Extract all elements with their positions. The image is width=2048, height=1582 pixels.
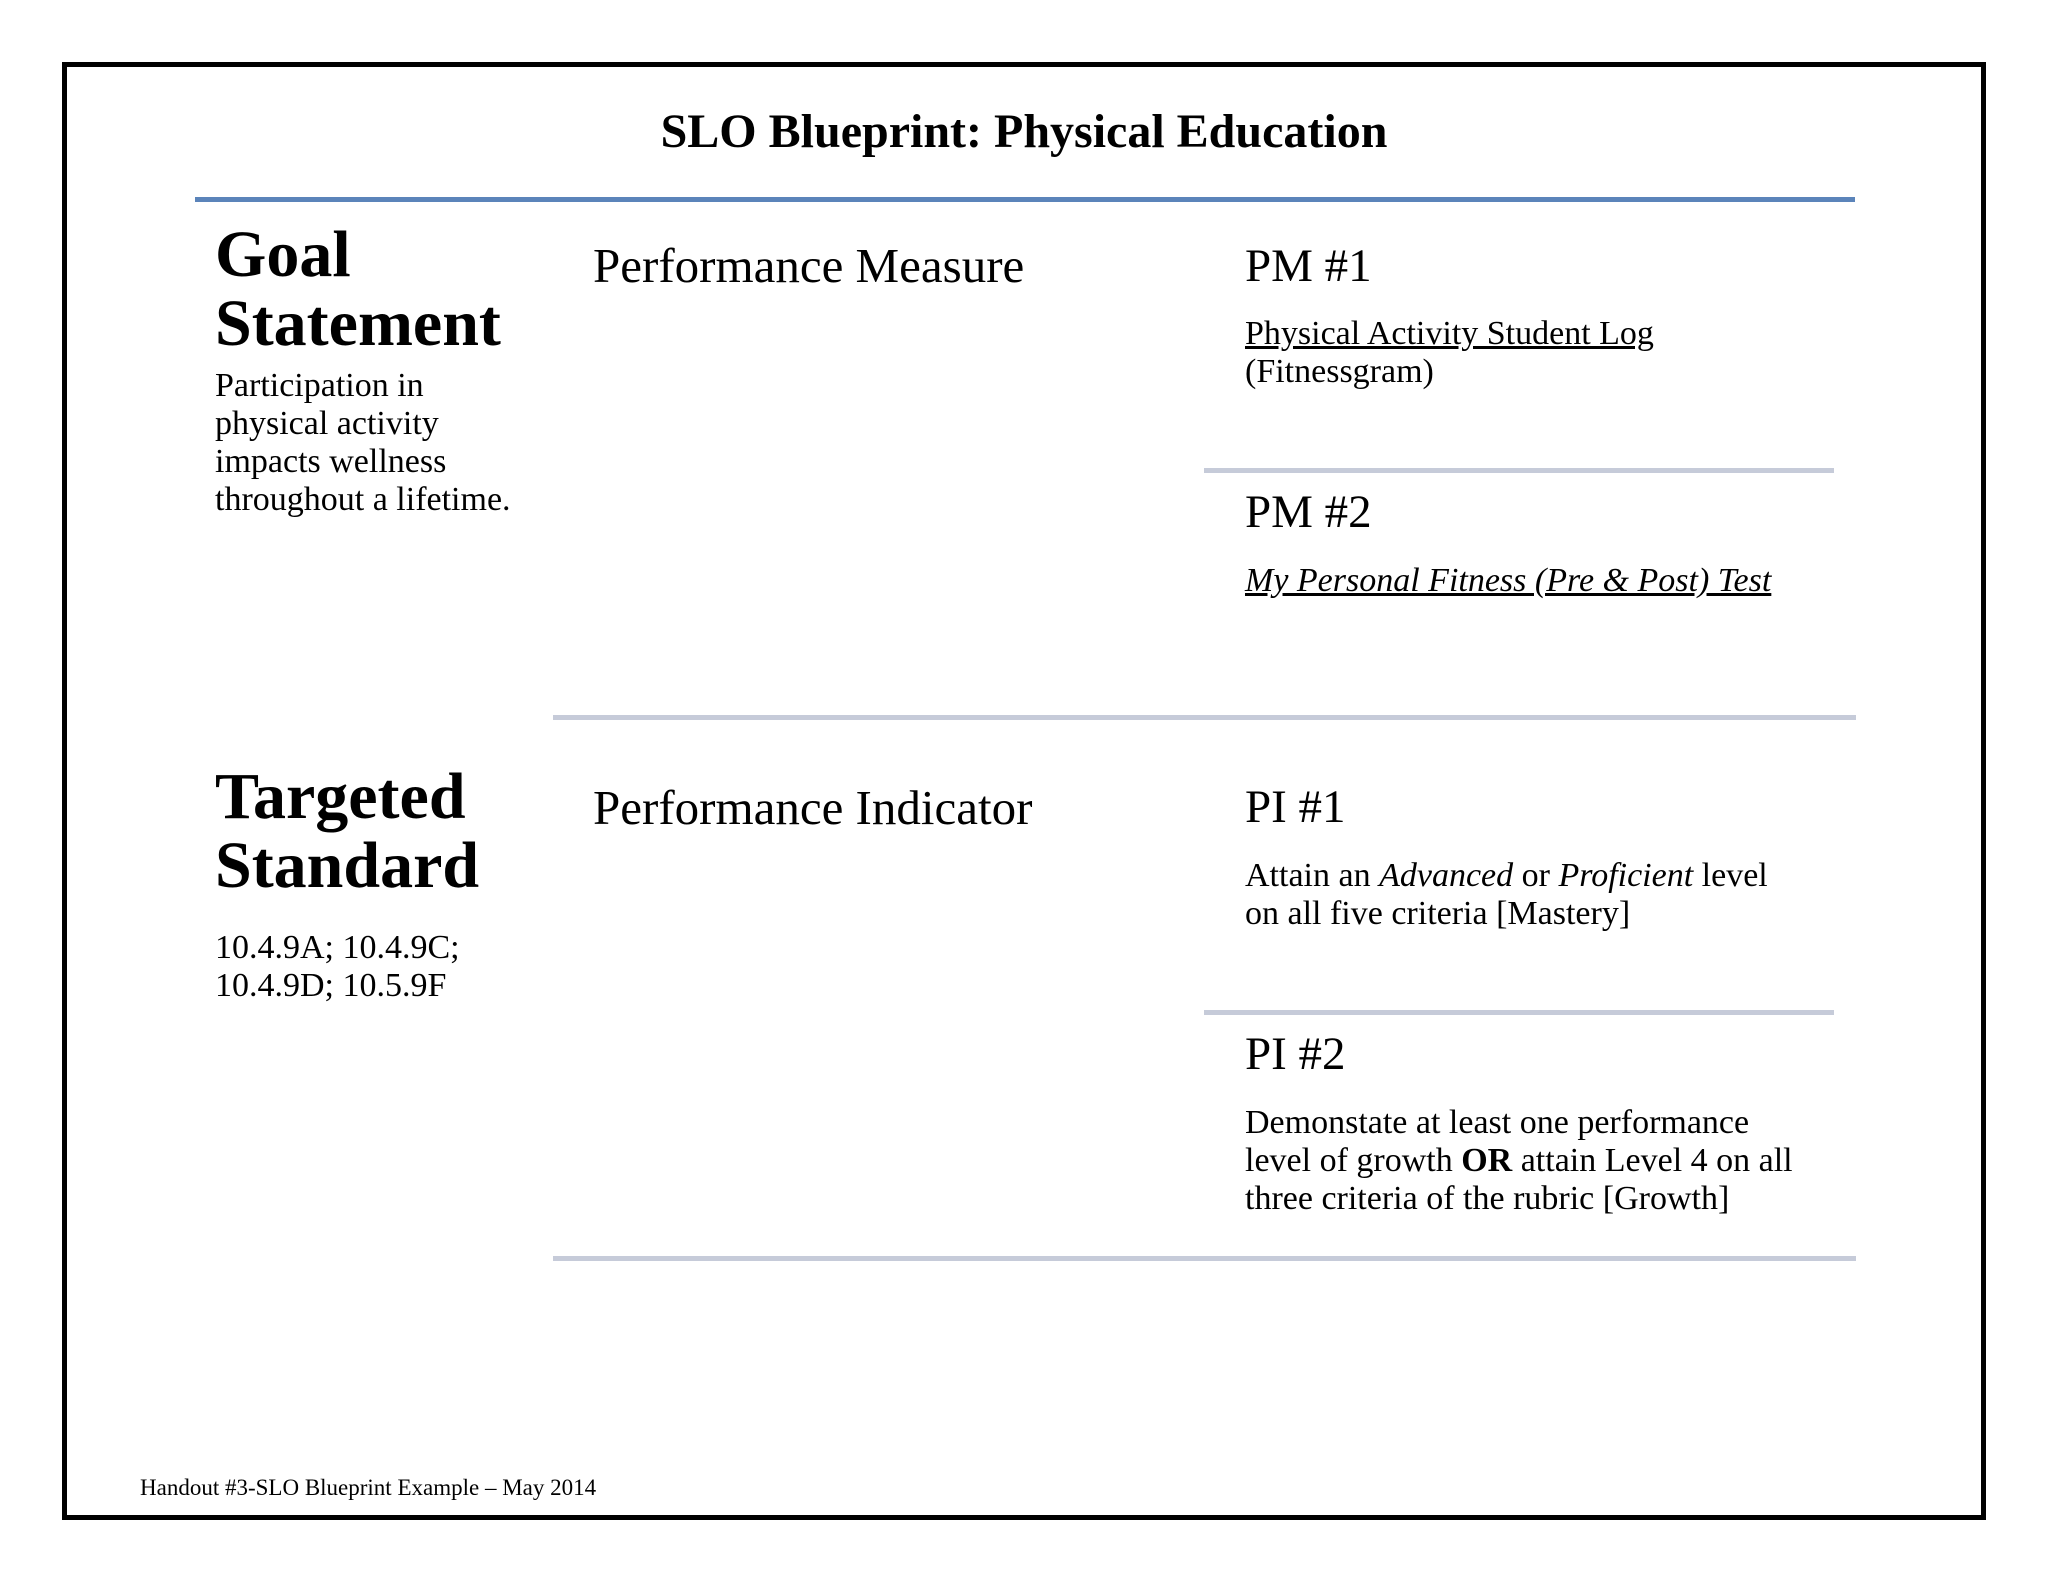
performance-measure-label: Performance Measure [593,238,1025,293]
pi1-text: or [1513,857,1559,894]
pi1-line2: on all five criteria [Mastery] [1245,895,1631,932]
pm2-heading: PM #2 [1245,486,1372,538]
pi-divider [1204,1010,1834,1015]
footer-text: Handout #3-SLO Blueprint Example – May 2014 [140,1475,597,1500]
pi1-body [1245,857,1768,933]
standard-heading-line2: Standard [215,829,480,902]
page-title: SLO Blueprint: Physical Education [660,105,1388,158]
standard-code-line: 10.4.9D; 10.5.9F [215,967,447,1004]
pm1-heading: PM #1 [1245,240,1372,292]
pi2-or: OR [1461,1142,1513,1179]
standard-codes [215,929,460,1005]
pi1-heading: PI #1 [1245,781,1346,833]
pm-divider [1204,468,1834,473]
goal-text [215,367,511,519]
pi2-line1: Demonstate at least one performance [1245,1104,1750,1141]
goal-text-line: impacts wellness [215,443,447,480]
section-divider [553,715,1856,720]
pm1-name: Physical Activity Student Log [1245,315,1654,352]
standard-code-line: 10.4.9A; 10.4.9C; [215,929,460,966]
pi1-advanced: Advanced [1379,857,1514,894]
pi1-text: level [1693,857,1768,894]
pm1-body [1245,315,1654,391]
standard-heading [215,762,479,900]
pi2-text: attain Level 4 on all [1512,1142,1793,1179]
pm1-detail: (Fitnessgram) [1245,353,1434,390]
goal-text-line: throughout a lifetime. [215,481,511,518]
pi2-text: level of growth [1245,1142,1462,1179]
pi2-heading: PI #2 [1245,1028,1346,1080]
pi2-line2 [1245,1142,1793,1180]
title-divider [195,197,1855,202]
performance-indicator-label: Performance Indicator [593,780,1033,835]
pi2-body [1245,1104,1793,1218]
pi1-proficient: Proficient [1558,857,1694,894]
goal-text-line: Participation in [215,367,424,404]
pi2-line3: three criteria of the rubric [Growth] [1245,1180,1730,1217]
standard-heading-line1: Targeted [215,760,466,833]
goal-heading [215,220,501,358]
pi1-text: Attain an [1245,857,1380,894]
pm2-name: My Personal Fitness (Pre & Post) Test [1245,562,1772,599]
goal-heading-line2: Statement [215,287,501,360]
bottom-divider [553,1256,1856,1261]
goal-text-line: physical activity [215,405,439,442]
goal-heading-line1: Goal [215,218,351,291]
pi1-line1 [1245,857,1768,895]
